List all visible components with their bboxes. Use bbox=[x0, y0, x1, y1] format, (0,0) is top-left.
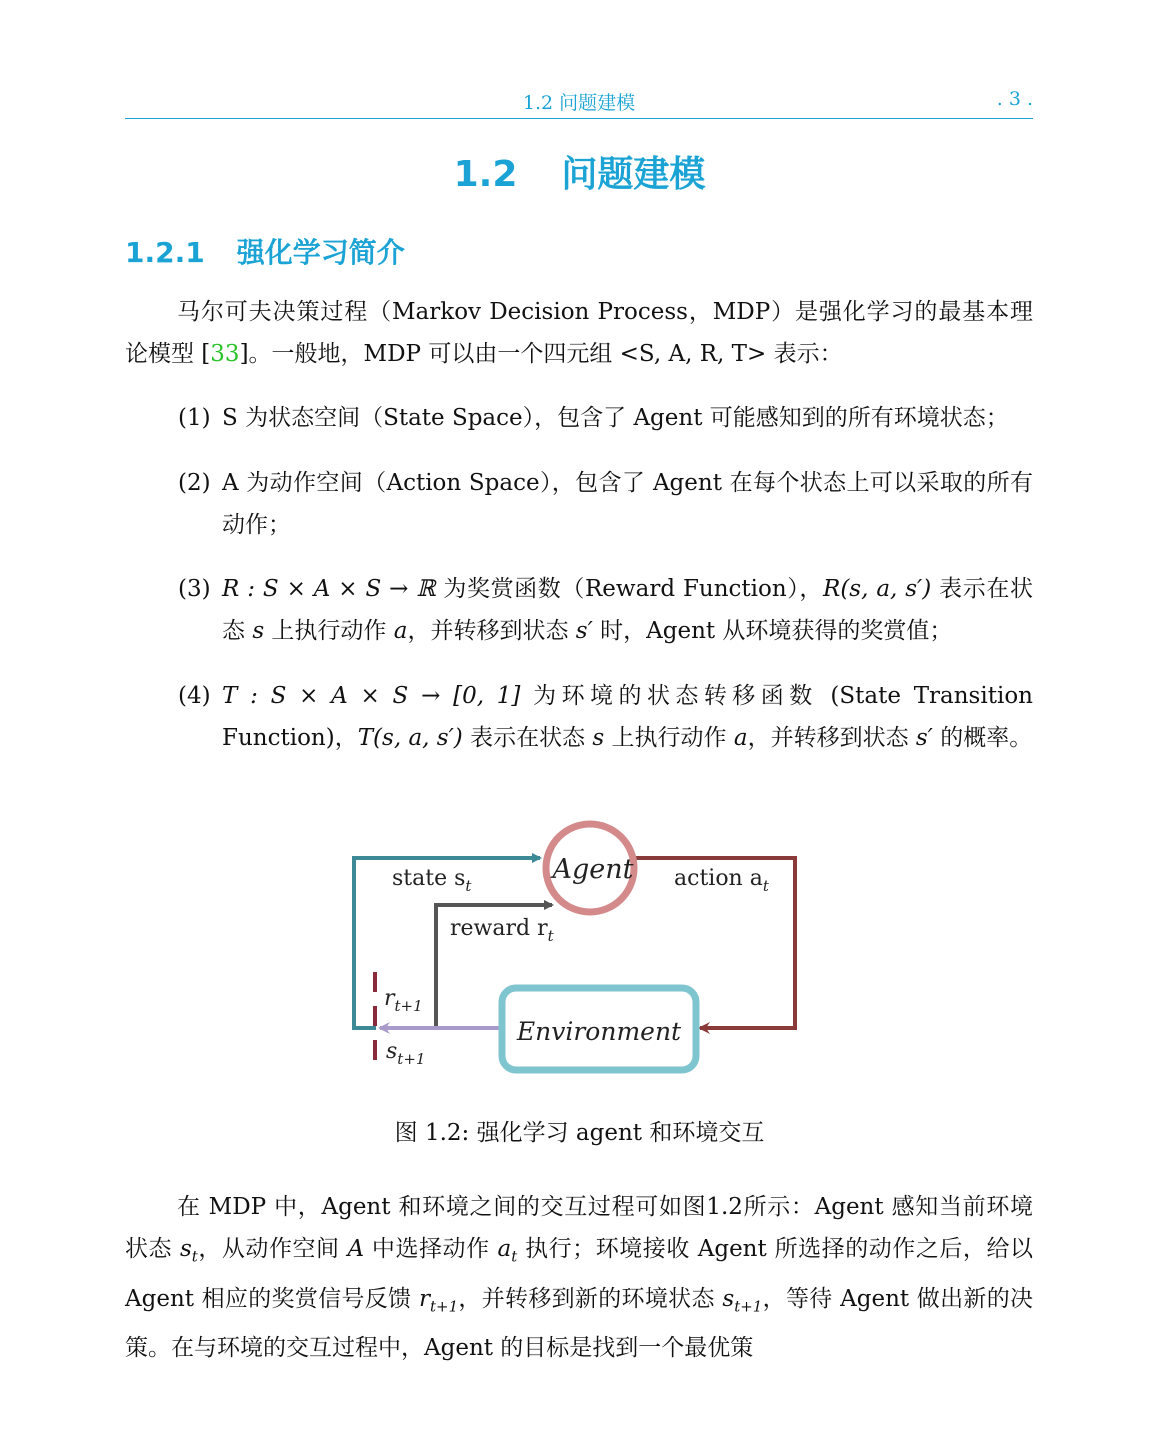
item-text-part: ，并转移到状态 bbox=[407, 618, 576, 644]
math-reward-signature: R : S × A × S → ℝ bbox=[222, 576, 436, 602]
agent-environment-diagram bbox=[340, 800, 810, 1085]
section-heading: 问题建模 bbox=[561, 154, 706, 195]
item-text-part: 为奖赏函数（Reward Function）， bbox=[435, 576, 823, 602]
item-text: S 为状态空间（State Space），包含了 Agent 可能感知到的所有环境状态； bbox=[222, 405, 1009, 431]
item-text-part: 时，Agent 从环境获得的奖赏值； bbox=[592, 618, 953, 644]
intro-text-2: ]。一般地，MDP 可以由一个四元组 <S, A, R, T> 表示： bbox=[239, 341, 843, 367]
math-reward-expr: R(s, a, s′) bbox=[823, 576, 932, 602]
math-subscript: t bbox=[191, 1247, 198, 1266]
item-text-part: 表示在状态 bbox=[222, 576, 1033, 644]
agent-label: Agent bbox=[552, 854, 634, 885]
subsection-title bbox=[125, 231, 405, 271]
subsection-number: 1.2.1 bbox=[125, 236, 205, 269]
header-title: 1.2 问题建模 bbox=[522, 92, 636, 114]
math-var: a bbox=[497, 1236, 512, 1262]
next-reward-label: $r_{t+1}$ bbox=[384, 986, 423, 1015]
list-item bbox=[178, 675, 1033, 759]
page-number: . 3 . bbox=[996, 88, 1033, 110]
math-subscript: t+1 bbox=[734, 1297, 763, 1316]
figure-caption: 图 1.2: 强化学习 agent 和环境交互 bbox=[394, 1120, 765, 1146]
section-number: 1.2 bbox=[453, 154, 518, 195]
math-var: s′ bbox=[575, 618, 593, 644]
running-header bbox=[125, 88, 1033, 119]
item-text bbox=[222, 675, 1033, 759]
action-label: action $a_t$ bbox=[674, 866, 769, 895]
math-var: s bbox=[592, 725, 605, 751]
closing-text: 所示：Agent 感知当前环境状态 bbox=[125, 1194, 1033, 1262]
environment-label: Environment bbox=[516, 1017, 682, 1046]
citation-link[interactable]: 33 bbox=[210, 341, 240, 367]
math-var: s bbox=[722, 1285, 735, 1312]
intro-text-1: 马尔可夫决策过程（Markov Decision Process，MDP）是强化学习的最基本理论模型 [ bbox=[125, 299, 1033, 367]
math-subscript: t+1 bbox=[429, 1297, 459, 1316]
list-item bbox=[178, 397, 1033, 439]
item-text-part: ，并转移到状态 bbox=[747, 725, 916, 751]
math-var: s bbox=[252, 618, 265, 644]
intro-paragraph bbox=[125, 291, 1033, 375]
closing-text: 在 MDP 中，Agent 和环境之间的交互过程可如图 bbox=[177, 1194, 707, 1220]
list-item bbox=[178, 568, 1033, 652]
math-var: s bbox=[179, 1236, 192, 1262]
item-text-part: 上执行动作 bbox=[604, 725, 734, 751]
math-transition-expr: T(s, a, s′) bbox=[357, 725, 463, 751]
closing-text: 中选择动作 bbox=[364, 1236, 498, 1262]
closing-text: ，从动作空间 bbox=[197, 1236, 348, 1262]
item-label: (2) bbox=[178, 470, 211, 496]
section-title bbox=[0, 146, 1159, 197]
item-text: A 为动作空间（Action Space），包含了 Agent 在每个状态上可以采取的所有动作； bbox=[222, 470, 1033, 538]
item-text bbox=[222, 568, 1033, 652]
state-label: state $s_t$ bbox=[392, 866, 472, 895]
closing-text: ，等待 Agent 做出新的决策。在与环境的交互过程中，Agent 的目标是找到一个最优策 bbox=[125, 1285, 1034, 1362]
closing-paragraph bbox=[125, 1186, 1033, 1369]
closing-text: 执行；环境接收 Agent 所选择的动作之后，给以 Agent 相应的奖赏信号反馈 bbox=[125, 1236, 1034, 1312]
math-subscript: t bbox=[511, 1247, 518, 1266]
math-var: a bbox=[393, 618, 408, 644]
reward-label: reward $r_t$ bbox=[450, 916, 554, 945]
item-label: (3) bbox=[178, 576, 211, 602]
item-text-part: 表示在状态 bbox=[462, 725, 593, 751]
math-transition-signature: T : S × A × S → [0, 1] bbox=[222, 683, 521, 709]
math-var: a bbox=[733, 725, 748, 751]
subsection-heading: 强化学习简介 bbox=[236, 236, 405, 269]
item-text-part: 的概率。 bbox=[932, 725, 1033, 751]
item-label: (1) bbox=[178, 405, 211, 431]
math-var: r bbox=[418, 1285, 430, 1312]
closing-text: ，并转移到新的环境状态 bbox=[458, 1285, 723, 1312]
list-item bbox=[178, 462, 1033, 546]
math-var: A bbox=[347, 1236, 365, 1262]
math-var: s′ bbox=[915, 725, 933, 751]
item-text-part: 上执行动作 bbox=[264, 618, 394, 644]
item-text-part: 为环境的状态转移函数 (State Transition Function)， bbox=[222, 683, 1033, 751]
item-label: (4) bbox=[178, 683, 211, 709]
figure-reference-link[interactable]: 1.2 bbox=[706, 1194, 743, 1220]
next-state-label: $s_{t+1}$ bbox=[386, 1039, 426, 1068]
